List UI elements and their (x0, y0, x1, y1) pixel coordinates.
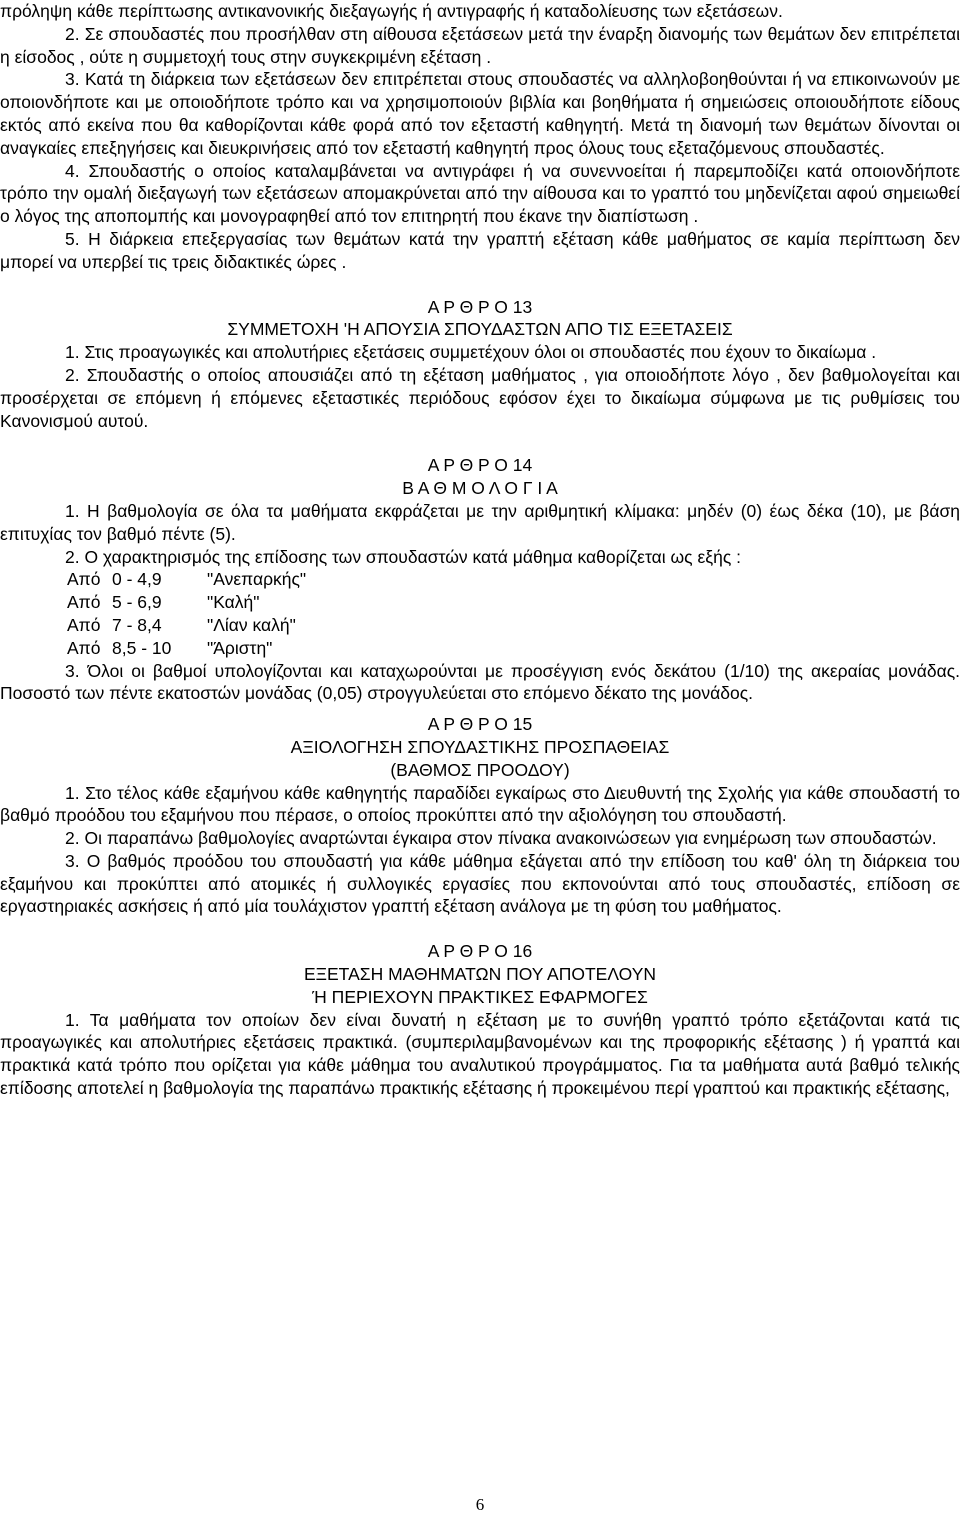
article-title: Β Α Θ Μ Ο Λ Ο Γ Ι Α (402, 478, 558, 499)
paragraph-item-2: 2. Ο χαρακτηρισμός της επίδοσης των σπουδαστών κατά μάθημα καθορίζεται ως εξής : (65, 546, 741, 567)
article-title: ΕΞΕΤΑΣΗ ΜΑΘΗΜΑΤΩΝ ΠΟΥ ΑΠΟΤΕΛΟΥΝ (303, 964, 657, 985)
article-heading: Α Ρ Θ Ρ Ο 15 (427, 714, 533, 735)
paragraph-item-3: 3. Ο βαθμός προόδου του σπουδαστή για κάθε μάθημα εξάγεται από την επίδοση του καθ' όλη τη διάρκεια του εξαμήνου και προκύπτει από ατομικές ή συλλογικές εργασίες που εκπονούνται από τους σπουδαστές, επίδοση σε εργαστηριακές ασκήσεις ή από μία τουλάχιστον γραπτή εξέταση ανάλογα με τη φύση του μαθήματος. (0, 850, 960, 917)
paragraph-item-2: 2. Σπουδαστής ο οποίος απουσιάζει από τη εξέταση μαθήματος , για οποιοδήποτε λόγο , δεν βαθμολογείται και προσέρχεται σε επόμενη ή επόμενες εξεταστικές περιόδους εφόσον έχει το δικαίωμα σύμφωνα με τις ρυθμίσεις του Κανονισμού αυτού. (0, 364, 960, 431)
paragraph-item-3: 3. Όλοι οι βαθμοί υπολογίζονται και καταχωρούνται με προσέγγιση ενός δεκάτου (1/10) της ακεραίας μονάδας. Ποσοστό των πέντε εκατοστών μονάδας (0,05) στρογγυλεύεται στο επόμενο δέκατο της μονάδος. (0, 660, 960, 704)
paragraph-item-1: 1. Στις προαγωγικές και απολυτήριες εξετάσεις συμμετέχουν όλοι οι σπουδαστές που έχουν το δικαίωμα . (65, 342, 877, 363)
article-heading: Α Ρ Θ Ρ Ο 16 (427, 941, 533, 962)
paragraph-item-2: 2. Οι παραπάνω βαθμολογίες αναρτώνται έγκαιρα στον πίνακα ανακοινώσεων για ενημέρωση των σπουδαστών. (65, 828, 937, 849)
article-16 (0, 940, 960, 1100)
paragraph-item-5: 5. Η διάρκεια επεξεργασίας των θεμάτων κατά την γραπτή εξέταση κάθε μαθήματος σε καμία περίπτωση δεν μπορεί να υπερβεί τις τρεις διδακτικές ώρες . (0, 228, 960, 272)
article-title: ΑΞΙΟΛΟΓΗΣΗ ΣΠΟΥΔΑΣΤΙΚΗΣ ΠΡΟΣΠΑΘΕΙΑΣ (290, 736, 670, 757)
paragraph-item-1: 1. Η βαθμολογία σε όλα τα μαθήματα εκφράζεται με την αριθμητική κλίμακα: μηδέν (0) έως δέκα (10), με βάση επιτυχίας τον βαθμό πέντε (5). (0, 500, 960, 544)
article-13 (0, 296, 960, 433)
paragraph-item-1: 1. Τα μαθήματα τον οποίων δεν είναι δυνατή η εξέταση με το συνήθη γραπτό τρόπο εξετάζονται κατά τις προαγωγικές και απολυτήριες εξετάσεις πρακτικά. (συμπεριλαμβανομένων και της προφορικής εξέτασης ) ή γραπτά και πρακτικά κατά τρόπο που ορίζεται για κάθε μάθημα του αναλυτικού προγράμματος. Για τα μαθήματα αυτά βαθμό τελικής επίδοσης αποτελεί η βαθμολογία της παραπάνω πρακτικής εξέτασης ή προκειμένου περί γραπτού και πρακτικής εξέτασης, (0, 1009, 960, 1099)
article-heading: Α Ρ Θ Ρ Ο 14 (427, 455, 533, 476)
article-title: ΣΥΜΜΕΤΟΧΗ 'Η ΑΠΟΥΣΙΑ ΣΠΟΥΔΑΣΤΩΝ ΑΠΟ ΤΙΣ ΕΞΕΤΑΣΕΙΣ (227, 319, 733, 340)
article-14 (0, 454, 960, 705)
grading-scale-row: Από 8,5 - 10 "Άριστη" (67, 637, 273, 658)
paragraph-item-1: 1. Στο τέλος κάθε εξαμήνου κάθε καθηγητής παραδίδει εγκαίρως στο Διευθυντή της Σχολής για κάθε σπουδαστή το βαθμό προόδου του εξαμήνου που πέρασε, ο οποίος προκύπτει από την αξιολόγηση του σπουδαστή. (0, 782, 960, 826)
grading-scale (0, 568, 960, 659)
paragraph-continuation: πρόληψη κάθε περίπτωσης αντικανονικής διεξαγωγής ή αντιγραφής ή καταδολίευσης των εξετάσεων. (0, 1, 783, 21)
page-number: 6 (475, 1495, 485, 1514)
grading-scale-row: Από 0 - 4,9 "Ανεπαρκής" (67, 569, 307, 590)
grading-scale-row: Από 5 - 6,9 "Καλή" (67, 592, 260, 613)
paragraph-item-2: 2. Σε σπουδαστές που προσήλθαν στη αίθουσα εξετάσεων μετά την έναρξη διανομής των θεμάτων δεν επιτρέπεται η είσοδος , ούτε η συμμετοχή τους στην συγκεκριμένη εξέταση . (0, 23, 960, 67)
article-subtitle: Ή ΠΕΡΙΕΧΟΥΝ ΠΡΑΚΤΙΚΕΣ ΕΦΑΡΜΟΓΕΣ (312, 986, 648, 1007)
article-heading: Α Ρ Θ Ρ Ο 13 (427, 296, 533, 317)
article-15 (0, 713, 960, 918)
paragraph-item-4: 4. Σπουδαστής ο οποίος καταλαμβάνεται να αντιγράφει ή να συνεννοείται ή παρεμποδίζει κατά οποιονδήποτε τρόπο την ομαλή διεξαγωγή των εξετάσεων απομακρύνεται από την αίθουσα και το γραπτό του μηδενίζεται αφού σημειωθεί ο λόγος της αποπομπής και μονογραφηθεί από τον επιτηρητή που έκανε την διαπίστωση . (0, 160, 960, 227)
paragraph-item-3: 3. Κατά τη διάρκεια των εξετάσεων δεν επιτρέπεται στους σπουδαστές να αλληλοβοηθούνται ή να επικοινωνούν με οποιονδήποτε και με οποιοδήποτε τρόπο και να χρησιμοποιούν βιβλία και βοηθήματα ή σημειώσεις οποιουδήποτε είδους εκτός από εκείνα που θα καθορίζονται κάθε φορά από τον εξεταστή καθηγητή. Μετά τη διανομή των θεμάτων δίνονται οι αναγκαίες επεξηγήσεις και διευκρινήσεις από τον εξεταστή καθηγητή προς όλους τους εξεταζόμενους σπουδαστές. (0, 69, 960, 158)
article-subtitle: (ΒΑΘΜΟΣ ΠΡΟΟΔΟΥ) (390, 759, 570, 780)
grading-scale-row: Από 7 - 8,4 "Λίαν καλή" (67, 614, 296, 635)
